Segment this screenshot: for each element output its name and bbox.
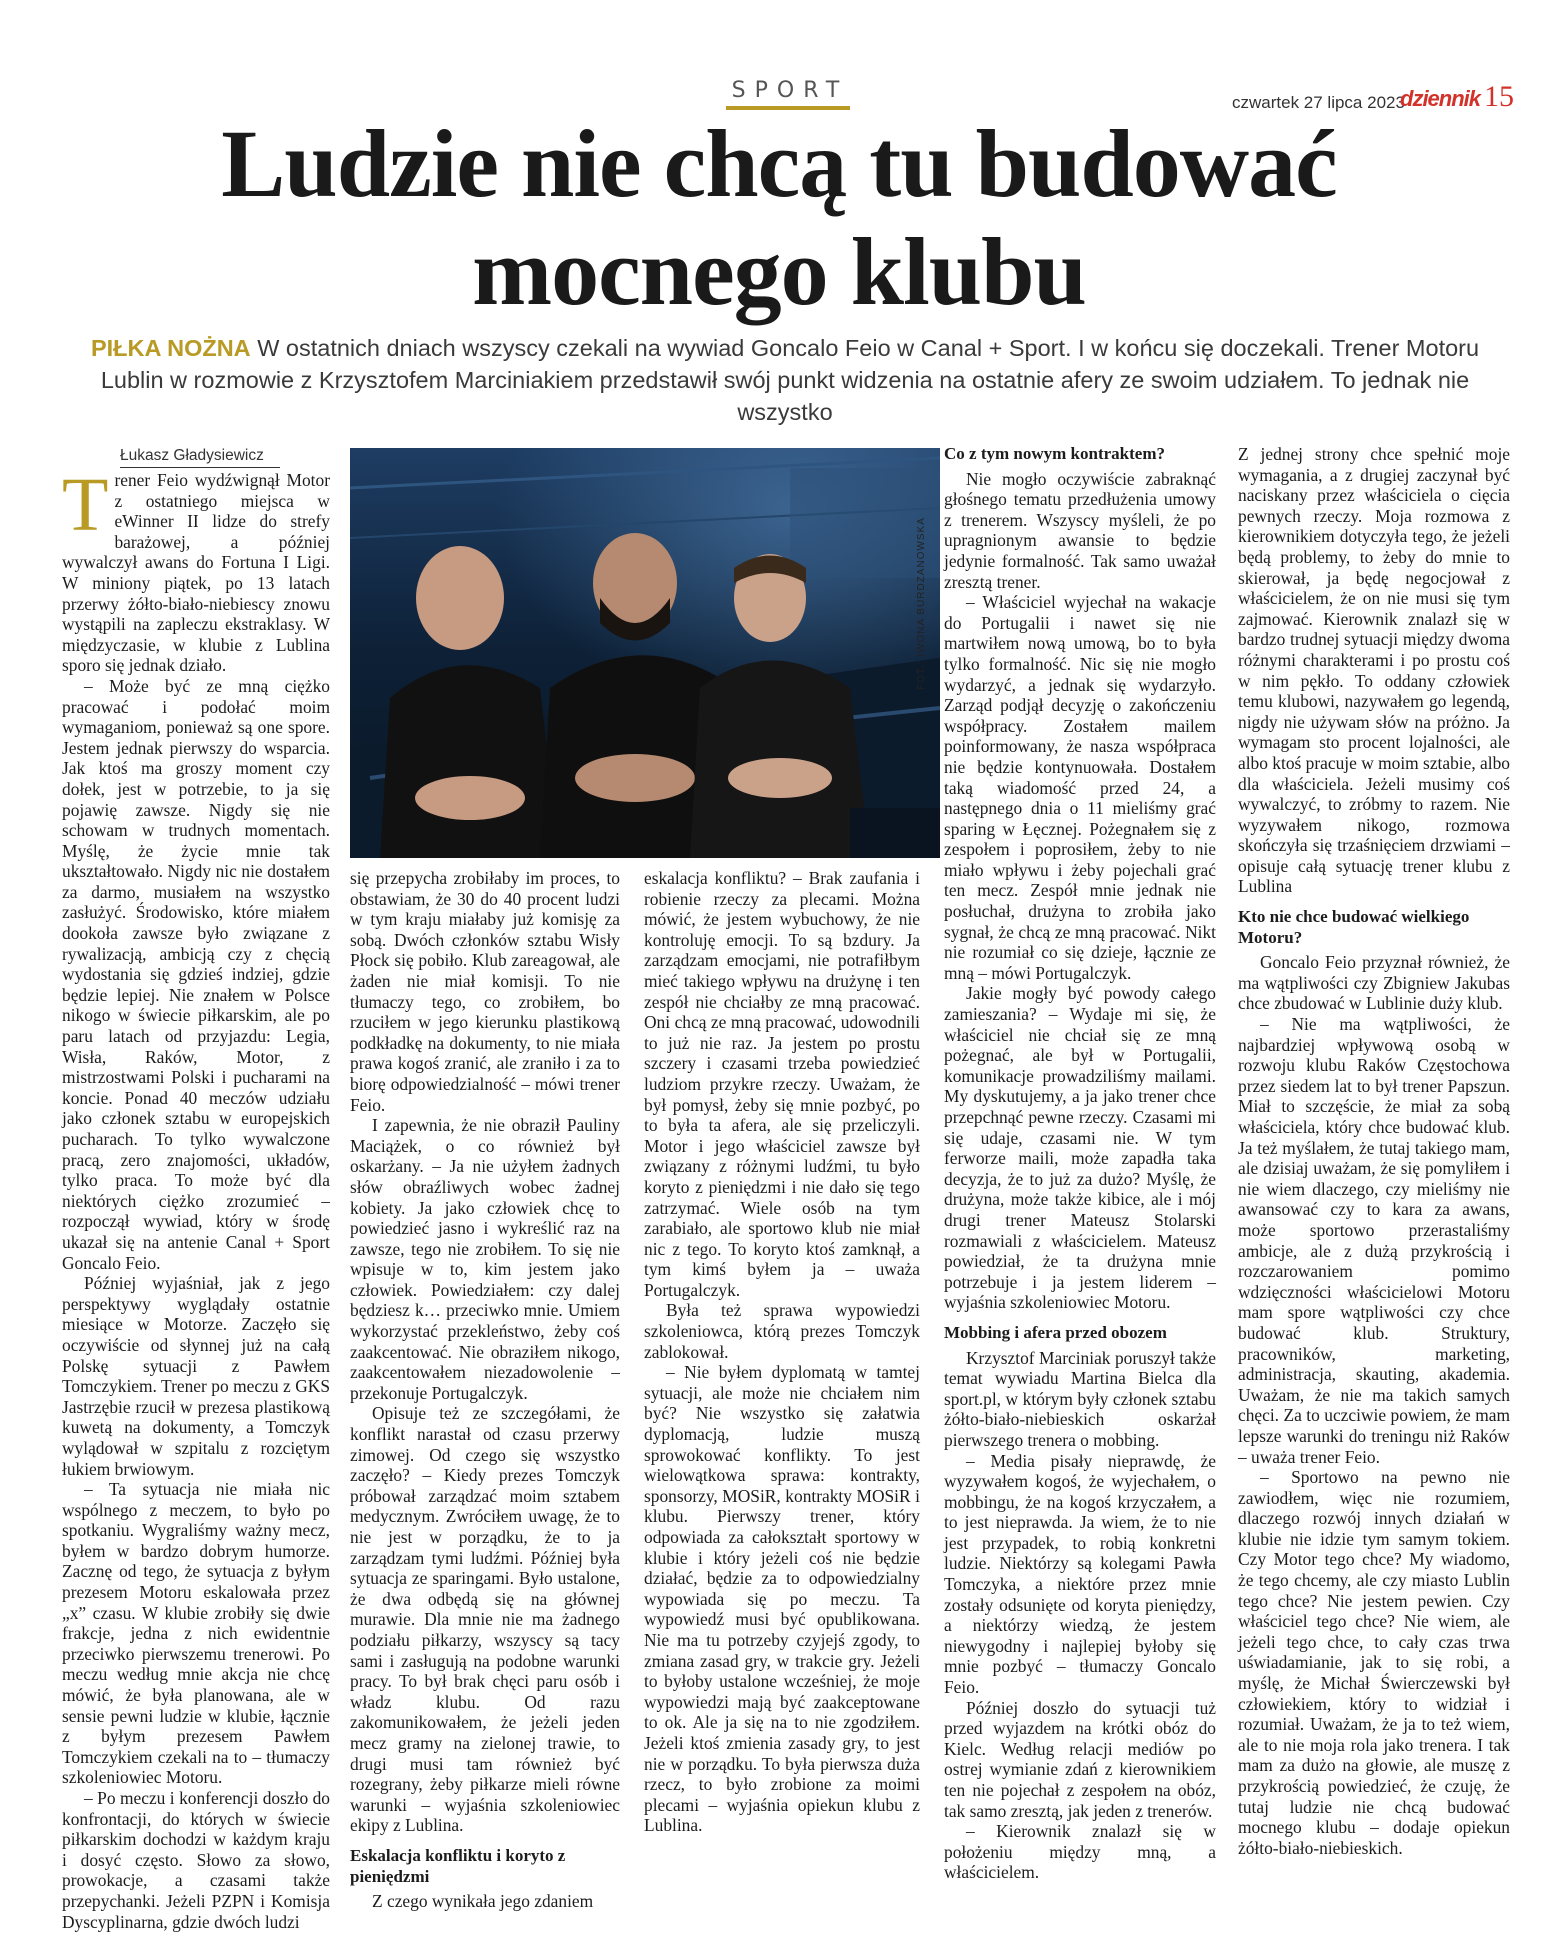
- article-paragraph: – Kierownik znalazł się w położeniu między mną, a właścicielem.: [944, 1821, 1216, 1883]
- article-paragraph: Trener Feio wydźwignął Motor z ostatniego miejsca w eWinner II lidze do strefy barażowej, a później wywalczył awans do Fortuna I Ligi. W miniony piątek, po 13 latach przerwy żółto-biało-niebiescy znowu wystąpili na zapleczu ekstraklasy. W międzyczasie, w klubie z Lublina sporo się jednak działo.: [62, 463, 330, 676]
- headline-line-2: mocnego klubu: [472, 218, 1086, 325]
- article-column-4: [944, 444, 1216, 1883]
- article-paragraph: Z jednej strony chce spełnić moje wymagania, a z drugiej zaczynał być naciskany przez właściciela o cięcia pewnych rzeczy. Moja rozmowa z kierownikiem dotyczyła tego, że jeżeli będą problemy, to żeby do mnie to skierował, ja będę negocjował z właścicielem, że on nie musi się tym zajmować. Kierownik znalazł się w bardzo trudnej sytuacji między dwoma różnymi charakterami i po prostu coś w nim pękło. To oddany człowiek temu klubowi, nazywałem go legendą, nigdy nie używam słów na próżno. Ja wymagam sto procent lojalności, ale albo ktoś pracuje w moim sztabie, albo dla właściciela. Jeżeli musimy coś wywalczyć, to zróbmy to razem. Nie wyzywałem nikogo, rozmowa skończyła się trzaśnięciem drzwiami – opisuje całą sytuację trener klubu z Lublina: [1238, 444, 1510, 897]
- byline-rule: [120, 467, 280, 468]
- article-paragraph: Krzysztof Marciniak poruszył także temat wywiadu Martina Bielca dla sport.pl, w którym były członek sztabu żółto-biało-niebieskich oskarżał pierwszego trenera o mobbing.: [944, 1347, 1216, 1450]
- article-paragraph: eskalacja konfliktu? – Brak zaufania i robienie rzeczy za plecami. Można mówić, że jestem wybuchowy, że nie kontroluję emocji. To są bzdury. Ja zarządzam emocjami, nie potrafiłbym mieć takiego wpływu na drużynę i ten zespół nie chciałby ze mną pracować. Oni chcą ze mną pracować, udowodnili to już nie raz. Ja jestem po prostu szczery i czasami trzeba powiedzieć ludziom przykre rzeczy. Uważam, że był pomysł, żeby się mnie pozbyć, po to była ta afera, ale się przeliczyli. Motor i jego właściciel zawsze był związany z różnymi ludźmi, tu było koryto z pieniędzmi i nie dało się tego zatrzymać. Wiele osób na tym zarabiało, ale sportowo klub nie miał nic z tego. To koryto ktoś zamknął, a tym kimś byłem ja – uważa Portugalczyk.: [644, 868, 920, 1300]
- article-paragraph: – Może być ze mną ciężko pracować i podołać moim wymaganiom, ponieważ są one spore. Jestem jednak pierwszy do wsparcia. Jak ktoś ma groszy moment czy dołek, jest w potrzebie, to ja się pojawię zawsze. Nigdy się nie schowam w trudnych momentach. Myślę, że życie mnie tak ukształtowało. Nigdy nic nie dostałem za darmo, musiałem na wszystko zasłużyć. Środowisko, które miałem dookoła zawsze było związane z rywalizacją, ambicją czy z chęcią wydostania się gdzieś indziej, gdzie będzie lepiej. Nie znałem w Polsce nikogo w świecie piłkarskim, ale po paru latach od przyjazdu: Legia, Wisła, Raków, Motor, z mistrzostwami Polski i pucharami na koncie. Ponad 40 meczów udziału jako członek sztabu w europejskich pucharach. To tylko wywalczone pracą, zero znajomości, układów, tylko praca. To może być dla niektórych ciężko zrozumieć – rozpoczął wywiad, który w środę ukazał się na antenie Canal + Sport Goncalo Feio.: [62, 675, 330, 1273]
- article-paragraph: Była też sprawa wypowiedzi szkoleniowca, którą prezes Tomczyk zablokował.: [644, 1300, 920, 1362]
- article-column-5: [1238, 444, 1510, 1858]
- subheading: Kto nie chce budować wielkiego Motoru?: [1238, 907, 1470, 947]
- article-paragraph: – Nie byłem dyplomatą w tamtej sytuacji, ale może nie chciałem nim być? Nie wszystko się załatwia dyplomacją, ludzie muszą sprowokować konflikty. To jest wielowątkowa sprawa: kontrakty, sponsorzy, MOSiR, kontrakty MOSiR i klubu. Pierwszy trener, który odpowiada za całokształt sportowy w klubie i który jeżeli coś nie będzie działać, będzie za to odpowiedzialny wypowiada się po meczu. Ta wypowiedź musi być opublikowana. Nie ma tu potrzeby czyjejś zgody, to zmiana zasad gry, w trakcie gry. Jeżeli to byłoby ustalone wcześniej, że moje wypowiedzi mają być zaakceptowane to ok. Ale ja się na to nie zgodziłem. Jeżeli ktoś zmienia zasady gry, to jest nie w porządku. To była pierwsza duża rzecz, to było zrobione za moimi plecami – wyjaśnia opiekun klubu z Lublina.: [644, 1362, 920, 1836]
- article-paragraph: Goncalo Feio przyznał również, że ma wątpliwości czy Zbigniew Jakubas chce zbudować w Lublinie duży klub.: [1238, 952, 1510, 1014]
- article-paragraph: Jakie mogły być powody całego zamieszania? – Wydaje mi się, że właściciel nie chciał się ze mną pożegnać, ale był w Portugalii, komunikacje prowadziliśmy mailami. My dyskutujemy, a ja jako trener chce przepchnąć pewne rzeczy. Czasami mi się udaje, czasami nie. W tym ferworze maili, może zapadła taka decyzja, że to już za dużo? Myślę, że drużyna, może także kibice, ale i mój drugi trener Mateusz Stolarski rozmawiali z właścicielem. Mateusz powiedział, że ta drużyna mnie potrzebuje i ja jestem liderem – wyjaśnia szkoleniowiec Motoru.: [944, 983, 1216, 1313]
- lead-paragraph: [60, 332, 1510, 428]
- coaches-on-bench-image: [350, 448, 940, 858]
- article-paragraph: – Ta sytuacja nie miała nic wspólnego z meczem, to było po spotkaniu. Wygraliśmy ważny mecz, byłem w bardzo dobrym humorze. Zacznę od tego, że sytuacja z byłym prezesem Motoru eskalowała przez „x” czasu. W klubie zrobiły się dwie frakcje, jedna z nich ewidentnie przeciwko pierwszemu trenerowi. Po meczu według mnie akcja nie chcę mówić, że była planowana, ale w sensie pewni ludzie w klubie, łącznie z byłym prezesem Pawłem Tomczykiem czekali na to – tłumaczy szkoleniowiec Motoru.: [62, 1479, 330, 1788]
- article-column-1: [62, 463, 330, 1932]
- newspaper-logo: dziennik: [1400, 86, 1481, 111]
- article-paragraph: Później doszło do sytuacji tuż przed wyjazdem na krótki obóz do Kielc. Według relacji mediów po ostrej wymianie zdań z kierownikiem ten nie pojechał z zespołem na obóz, tak samo zresztą, jak jeden z trenerów.: [944, 1697, 1216, 1821]
- lead-kicker: PIŁKA NOŻNA: [90, 335, 251, 361]
- article-paragraph: Nie mogło oczywiście zabraknąć głośnego tematu przedłużenia umowy z trenerem. Wszyscy myśleli, że po upragnionym awansie to będzie jedynie formalność. Tak samo uważał zresztą trener.: [944, 468, 1216, 592]
- drop-cap: T: [62, 463, 109, 547]
- section-label: SPORT: [731, 78, 849, 103]
- article-column-2: [350, 868, 620, 1912]
- author-byline: Łukasz Gładysiewicz: [120, 447, 264, 464]
- article-paragraph: Później wyjaśniał, jak z jego perspektywy wyglądały ostatnie miesiące w Motorze. Zaczęło się oczywiście od słynnej już na całą Polskę sytuacji z Pawłem Tomczykiem. Trener po meczu z GKS Jastrzębie rzucił w prezesa plastikową kuwetą na dokumenty, a Tomczyk wylądował w szpitalu z rozciętym łukiem brwiowym.: [62, 1273, 330, 1479]
- headline: [0, 110, 1558, 326]
- subheading: Co z tym nowym kontraktem?: [944, 444, 1165, 463]
- article-paragraph: Opisuje też ze szczegółami, że konflikt narastał od czasu przerwy zimowej. Od czego się wszystko zaczęło? – Kiedy prezes Tomczyk próbował zarządzać moim sztabem medycznym. Zwróciłem uwagę, że to nie jest w porządku, że to ja zarządzam tymi ludźmi. Później była sytuacja ze sparingami. Było ustalone, że dwa odbędą się na głównej murawie. Dla mnie nie ma żadnego podziału piłkarzy, wszyscy są tacy sami i zasługują na podobne warunki pracy. To był brak chęci paru osób i władz klubu. Od razu zakomunikowałem, że jeżeli jeden mecz gramy na zielonej trawie, to drugi musi tam również być rozegrany, żeby piłkarze mieli równe warunki – wyjaśnia szkoleniowiec ekipy z Lublina.: [350, 1403, 620, 1836]
- photo-credit: FOT.: IWONA BURDZANOWSKA: [916, 517, 927, 690]
- subheading: Eskalacja konfliktu i koryto z pieniędzmi: [350, 1845, 566, 1886]
- lead-text: W ostatnich dniach wszyscy czekali na wywiad Goncalo Feio w Canal + Sport. I w końcu się doczekali. Trener Motoru Lublin w rozmowie z Krzysztofem Marciniakiem przedstawił swój punkt widzenia na ostatnie afery ze swoim udziałem. To jednak nie wszystko: [100, 335, 1480, 425]
- article-paragraph: I zapewnia, że nie obraził Pauliny Maciążek, o co również był oskarżany. – Ja nie użyłem żadnych słów obraźliwych wobec żadnej kobiety. Ja jako człowiek chcę to powiedzieć jasno i wykreślić raz na zawsze, tego nie zrobiłem. To się nie wpisuje w to, kim jestem jako człowiek. Powiedziałem: czy dalej będziesz k… przeciwko mnie. Umiem wykorzystać przekleństwo, żeby coś zaakcentować. Nie obraziłem nikogo, zaakcentowałem niezadowolenie – przekonuje Portugalczyk.: [350, 1115, 620, 1403]
- article-paragraph: – Nie ma wątpliwości, że najbardziej wpływową osobą w rozwoju klubu Raków Częstochowa przez siedem lat to był trener Papszun. Miał to szczęście, że miał za sobą właściciela, który chce budować klub. Ja też myślałem, że tutaj takiego mam, ale dzisiaj uważam, że się pomyliłem i nie wiem dlaczego, czy mieliśmy nie awansować czy to kara za awans, może sportowo przerastaliśmy ambicje, ale z dużą przykrością i rozczarowaniem pomimo wdzięczności właścicielowi Motoru mam spore wątpliwości czy chce budować klub. Struktury, pracowników, marketing, administracja, skauting, akademia. Uważam, że nie ma takich samych chęci. Za to uczciwie powiem, że mam lepsze warunki do treningu niż Raków – uważa trener Feio.: [1238, 1014, 1510, 1467]
- article-paragraph: – Sportowo na pewno nie zawiodłem, więc nie rozumiem, dlaczego rozwój innych działań w klubie nie idzie tym samym tokiem. Czy Motor tego chce? My wiadomo, że tego chcemy, ale czy miasto Lublin tego chce? Nie jestem pewien. Czy właściciel tego chce? Nie wiem, ale jeżeli tego chce, to cały czas trwa uświadamianie, jak to się robi, a myślę, że Michał Świerczewski był człowiekiem, który to widział i rozumiał. Uważam, że ja to też wiem, ale to nie moja rola jako trenera. I tak mam za dużo na głowie, ale muszę z przykrością powiedzieć, że czuję, że tutaj ludzie nie chcą budować mocnego klubu – dodaje opiekun żółto-biało-niebieskich.: [1238, 1467, 1510, 1858]
- subheading: Mobbing i afera przed obozem: [944, 1322, 1167, 1342]
- headline-line-1: Ludzie nie chcą tu budować: [221, 110, 1337, 217]
- article-paragraph: – Media pisały nieprawdę, że wyzywałem kogoś, że wyjechałem, o mobbingu, że na kogoś krzyczałem, a to jest nieprawda. Ja wiem, że to nie jest przypadek, to robią konkretni ludzie. Niektórzy są kolegami Pawła Tomczyka, a niektóre przez mnie zostały odsunięte od koryta pieniędzy, a niektórzy wiedzą, że jestem niewygodny i najlepiej byłoby się mnie pozbyć – tłumaczy Goncalo Feio.: [944, 1450, 1216, 1698]
- page-number: 15: [1484, 80, 1514, 113]
- issue-date: czwartek 27 lipca 2023: [1232, 93, 1405, 112]
- article-paragraph: się przepycha zrobiłaby im proces, to obstawiam, że 30 do 40 procent ludzi w tym kraju miałaby już komisję za sobą. Dwóch członków sztabu Wisły Płock się pobiło. Klub zareagował, ale żaden nie miał komisji. To nie tłumaczy tego, co zrobiłem, bo rzuciłem w jego kierunku plastikową podkładkę na dokumenty, to nie miała prawa kogoś zranić, ale zraniło i za to biorę odpowiedzialność – mówi trener Feio.: [350, 868, 620, 1115]
- article-paragraph: – Właściciel wyjechał na wakacje do Portugalii i nawet się nie martwiłem nową umową, bo to była tylko formalność. Nic się nie mogło wydarzyć, a jednak się wydarzyło. Zarząd podjął decyzję o zakończeniu współpracy. Zostałem mailem poinformowany, że nasza współpraca nie będzie kontynuowała. Dostałem taką wiadomość przed 24, a następnego dnia o 11 mieliśmy grać sparing w Łęcznej. Pożegnałem się z zespołem i poprosiłem, żeby to nie miało wpływu i żeby pojechali grać ten mecz. Zespół mnie jednak nie posłuchał, drużyna to zrobiła jako sygnał, że chcą ze mną pracować. Nikt nie rozumiał co się dzieje, łącznie ze mną – mówi Portugalczyk.: [944, 592, 1216, 983]
- article-paragraph: Z czego wynikała jego zdaniem: [372, 1891, 594, 1912]
- article-photo: [350, 448, 940, 858]
- article-paragraph: – Po meczu i konferencji doszło do konfrontacji, do których w świecie piłkarskim dochodzi w każdym kraju i dosyć często. Słowo za słowo, prowokacje, a czasami także przepychanki. Jeżeli PZPN i Komisja Dyscyplinarna, gdzie dwóch ludzi: [62, 1788, 330, 1932]
- article-column-3: [644, 868, 920, 1836]
